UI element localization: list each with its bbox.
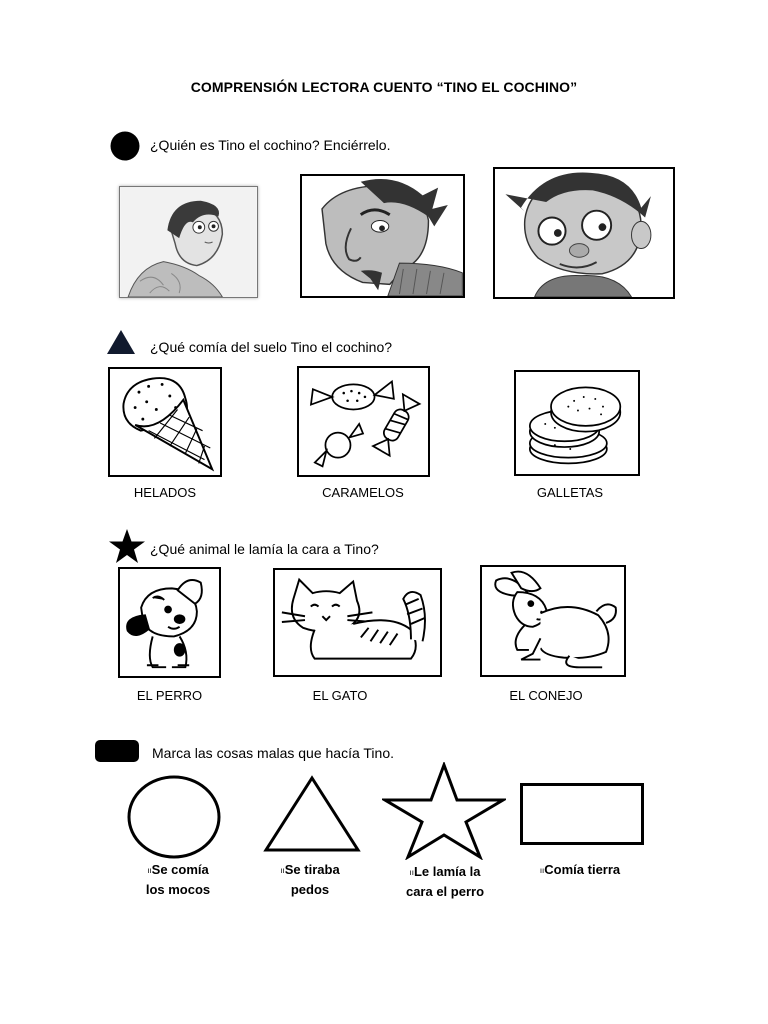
question-2: ¿Qué comía del suelo Tino el cochino? [150, 339, 393, 355]
option-line-1: Le lamía la [413, 864, 481, 879]
option-line-2: los mocos [145, 882, 211, 898]
option-label-conejo: EL CONEJO [509, 688, 583, 703]
option-comia-tierra [515, 860, 645, 880]
option-se-tiraba-pedos [250, 860, 370, 899]
woman-picture[interactable] [119, 186, 258, 298]
option-label-gato: EL GATO [312, 688, 368, 703]
option-label-caramelos: CARAMELOS [322, 485, 404, 500]
option-line-1: Se comía [151, 862, 209, 877]
triangle-answer-shape[interactable] [262, 775, 362, 855]
option-se-comia-los-mocos [118, 860, 238, 899]
question-1: ¿Quién es Tino el cochino? Enciérrelo. [150, 137, 391, 153]
star-answer-shape[interactable] [382, 762, 506, 860]
rounded-rectangle-icon [95, 740, 139, 762]
circle-answer-shape[interactable] [126, 775, 222, 859]
option-marker: ıı [147, 866, 152, 876]
option-label-perro: EL PERRO [136, 688, 203, 703]
option-marker: ıı [280, 866, 285, 876]
page-title: COMPRENSIÓN LECTORA CUENTO “TINO EL COCHINO” [190, 79, 578, 95]
dog-picture[interactable] [118, 567, 221, 678]
star-icon [108, 528, 146, 564]
ice-cream-picture[interactable] [108, 367, 222, 477]
boy-picture[interactable] [493, 167, 675, 299]
option-line-2: pedos [290, 882, 330, 898]
option-line-1: Se tiraba [284, 862, 340, 877]
rectangle-answer-shape[interactable] [520, 783, 644, 845]
candies-picture[interactable] [297, 366, 430, 477]
option-label-helados: HELADOS [133, 485, 197, 500]
question-3: ¿Qué animal le lamía la cara a Tino? [150, 541, 379, 557]
triangle-icon [105, 328, 137, 356]
option-line-2: cara el perro [405, 884, 485, 900]
question-4: Marca las cosas malas que hacía Tino. [152, 745, 395, 761]
black-circle-icon [109, 130, 141, 162]
cat-picture[interactable] [273, 568, 442, 677]
option-le-lamia-la-cara [380, 862, 510, 901]
man-picture[interactable] [300, 174, 465, 298]
option-label-galletas: GALLETAS [536, 485, 604, 500]
option-line-1: Comía tierra [544, 862, 621, 877]
option-marker: ıı [539, 866, 545, 876]
rabbit-picture[interactable] [480, 565, 626, 677]
option-marker: ıı [409, 868, 414, 878]
cookies-picture[interactable] [514, 370, 640, 476]
